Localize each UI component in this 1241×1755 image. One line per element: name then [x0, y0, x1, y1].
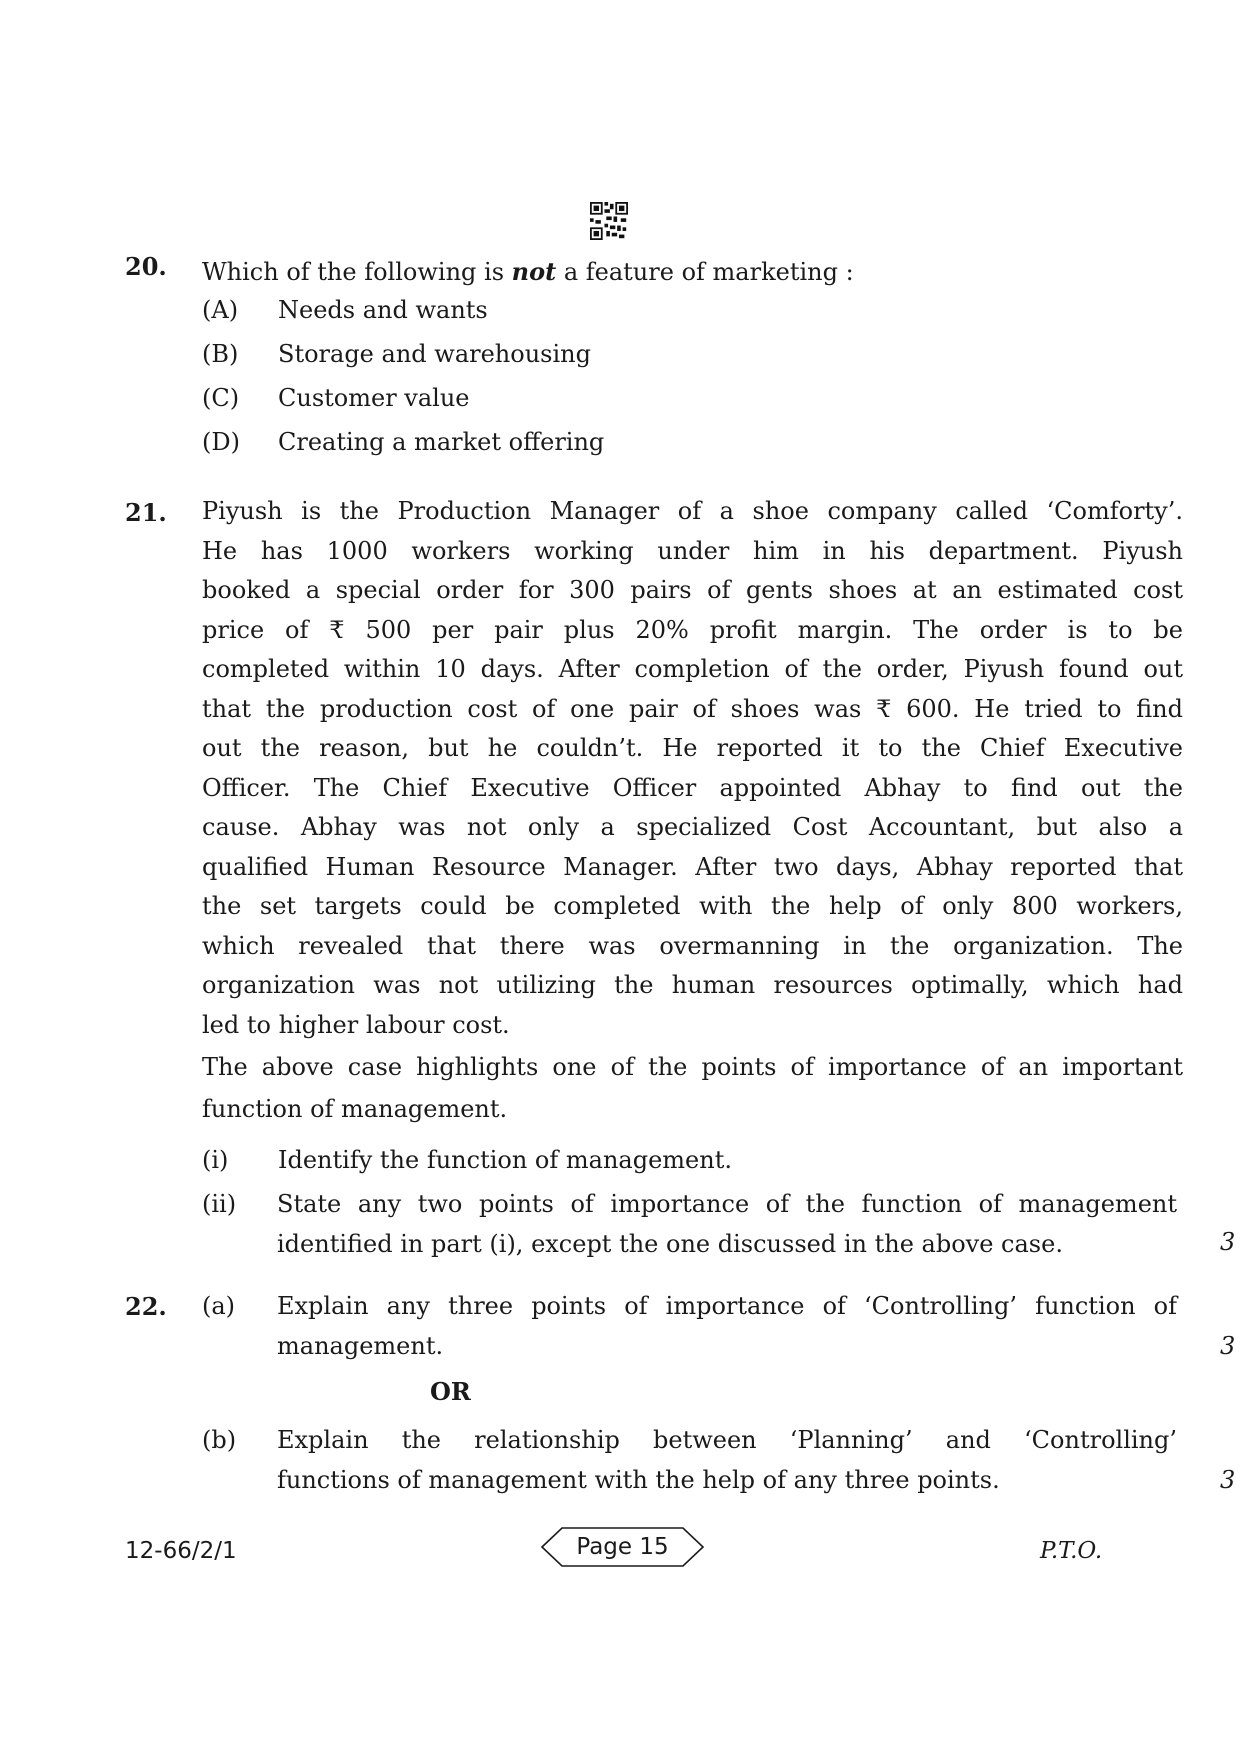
followup-line: function of management.: [202, 1095, 508, 1123]
case-line: Piyush is the Production Manager of a shoe company called ‘Comforty’.: [202, 497, 1183, 525]
part-b-text: Explain the relationship between ‘Planning’ and ‘Controlling’ functions of management with the help of any three points.: [277, 1426, 1177, 1494]
please-turn-over: P.T.O.: [1040, 1538, 1103, 1564]
case-line: led to higher labour cost.: [202, 1010, 510, 1039]
case-line: organization was not utilizing the human resources optimally, which had: [202, 971, 1183, 999]
case-line: that the production cost of one pair of shoes was ₹ 600. He tried to find: [202, 694, 1183, 723]
question-number: 20.: [125, 252, 167, 281]
emphasis-not: not: [511, 257, 557, 286]
case-study-paragraph: [202, 492, 1183, 1045]
case-line: He has 1000 workers working under him in his department. Piyush: [202, 536, 1183, 565]
or-separator: OR: [430, 1377, 471, 1406]
marks: 3: [1220, 1228, 1236, 1256]
case-line: qualified Human Resource Manager. After two days, Abhay reported that: [202, 852, 1183, 881]
case-line: the set targets could be completed with the help of only 800 workers,: [202, 892, 1183, 920]
page-number-badge: [540, 1526, 705, 1568]
question-number: 21.: [125, 498, 167, 527]
case-line: cause. Abhay was not only a specialized Cost Accountant, but also a: [202, 813, 1183, 841]
case-line: which revealed that there was overmanning in the organization. The: [202, 931, 1183, 960]
paper-code: 12-66/2/1: [125, 1538, 237, 1564]
case-followup-paragraph: [202, 1046, 1183, 1130]
case-line: booked a special order for 300 pairs of gents shoes at an estimated cost: [202, 576, 1183, 604]
marks: 3: [1220, 1466, 1236, 1494]
part-ii-text: State any two points of importance of the function of management identified in part (i), except the one discussed in the above case.: [277, 1190, 1177, 1258]
followup-line: The above case highlights one of the points of importance of an important: [202, 1053, 1183, 1081]
case-line: price of ₹ 500 per pair plus 20% profit margin. The order is to be: [202, 615, 1183, 644]
question-stem: Which of the following is not a feature of marketing :: [202, 257, 854, 286]
case-line: completed within 10 days. After completion of the order, Piyush found out: [202, 655, 1183, 683]
case-line: out the reason, but he couldn’t. He reported it to the Chief Executive: [202, 734, 1183, 762]
page-number: Page 15: [576, 1534, 669, 1560]
marks: 3: [1220, 1332, 1236, 1360]
qr-code-icon: [590, 202, 628, 240]
part-a-text: Explain any three points of importance of ‘Controlling’ function of management.: [277, 1292, 1177, 1360]
question-number: 22.: [125, 1292, 167, 1321]
case-line: Officer. The Chief Executive Officer appointed Abhay to find out the: [202, 773, 1183, 802]
exam-page: 20. Which of the following is not a feature of marketing : (A) Needs and wants (B) Storage and warehousing (C) Customer value (D) Creating a market offering 21. Piyush is the Production Manager of a shoe company called ‘Comforty’. He has 1000 workers working under him in his department. Piyush booked a special order for 300 pairs of gents shoes at an estimated cost price of ₹ 500 per pair plus 20% profit margin. The order is to be completed within 10 days. After completion of the order, Piyush found out that the production cost of one pair of shoes was ₹ 600. He tried to find out the reason, but he couldn’t. He reported it to the Chief Executive Officer. The Chief Executive Officer appointed Abhay to find out the cause. Abhay was not only a specialized Cost Accountant, but also a qualified Human Resource Manager. After two days, Abhay reported that the set targets could be completed with the help of only 800 workers, which revealed that there was overmanning in the organization. The organization was not utilizing the human resources optimally, which had led to higher labour cost. The above case highlights one of the points of importance of an important function of management. (i) Identify the function of management. (ii) State any two points of importance of the function of management identified in part (i), except the one discussed in the above case. 3 22. (a) Explain any three points of importance of ‘Controlling’ function of management. 3 OR (b) Explain the relationship between ‘Planning’ and ‘Controlling’ functions of management with the help of any three points. 3 12-66/2/1 Page 15 P.T.O.: [0, 0, 1241, 1755]
